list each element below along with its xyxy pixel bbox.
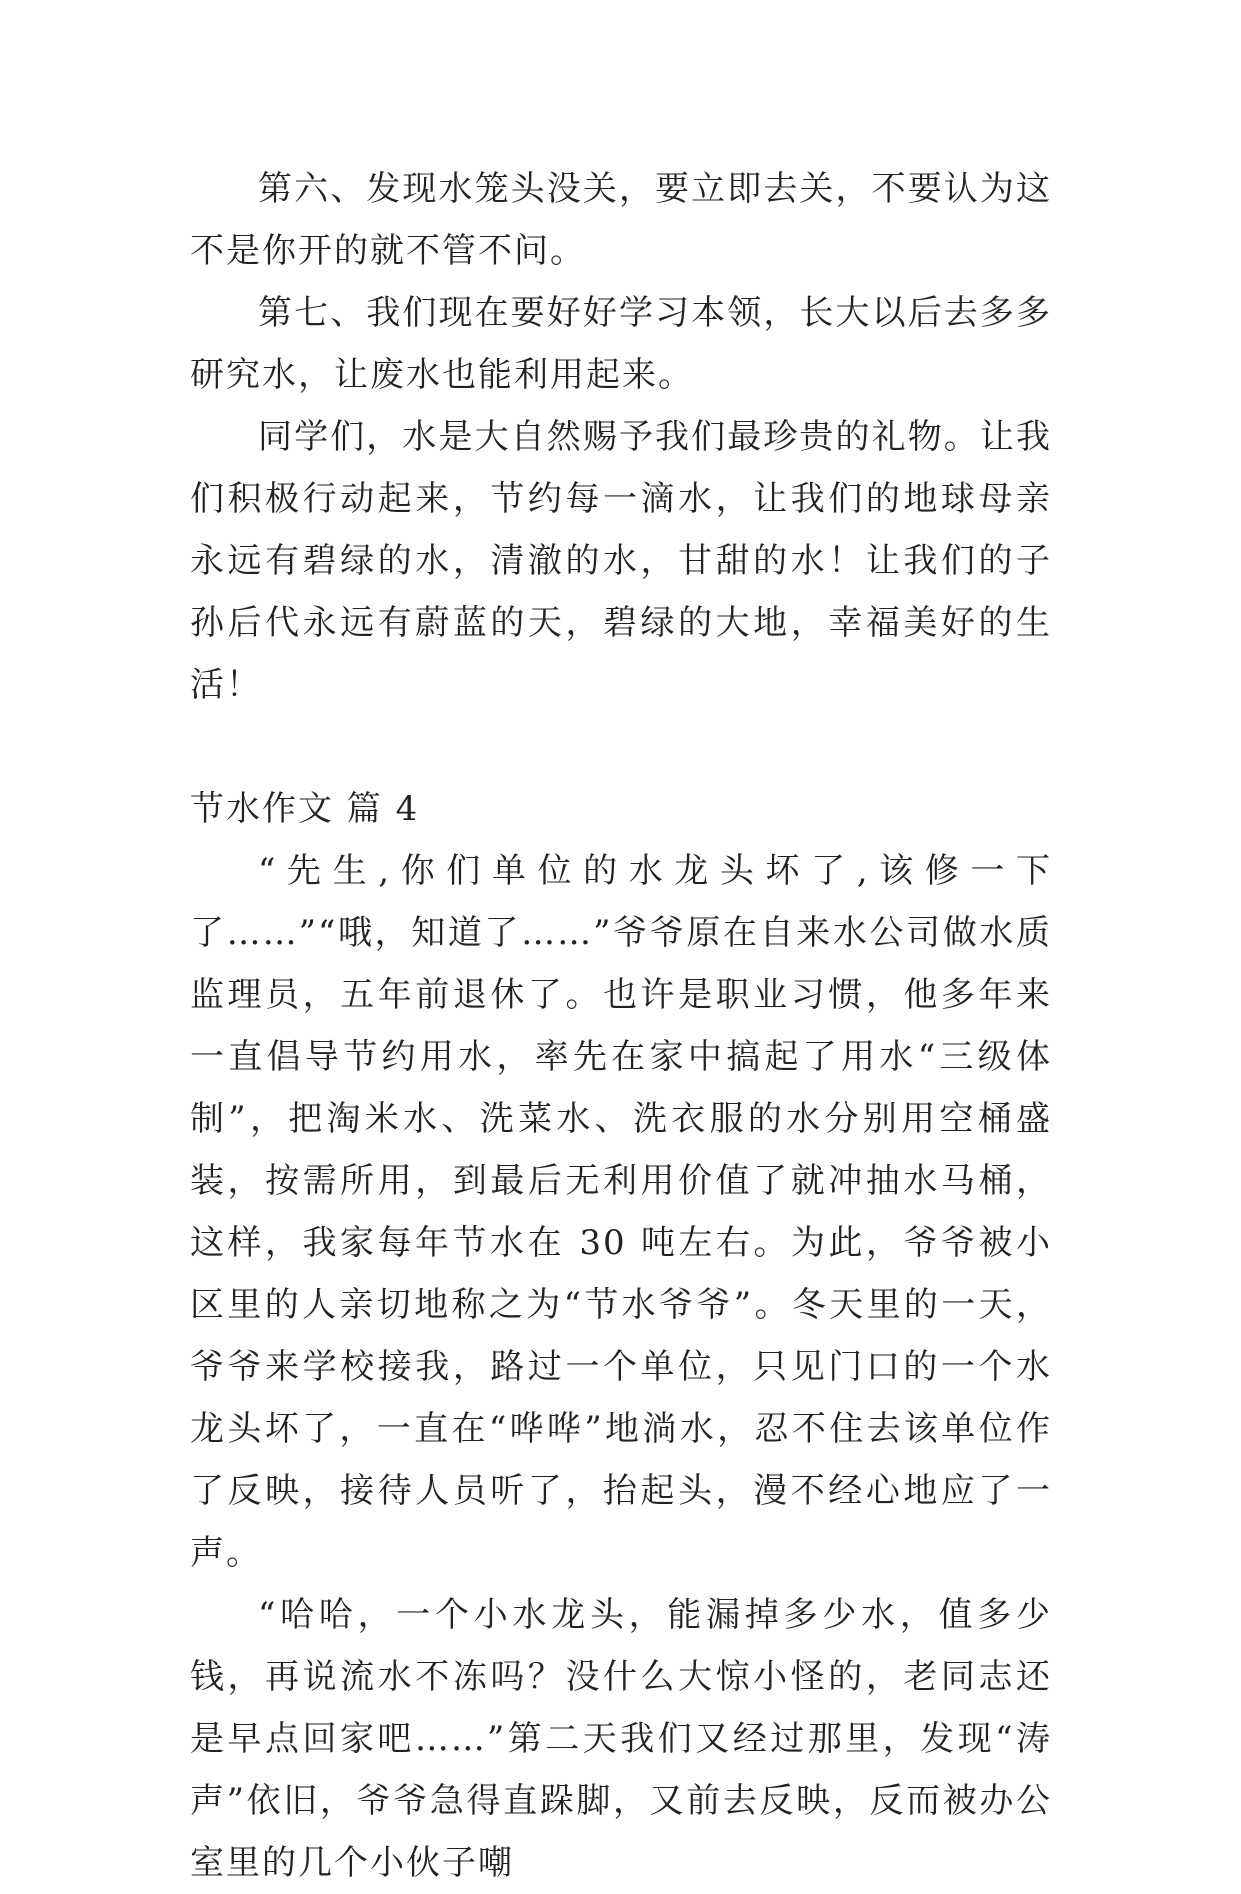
paragraph-item-6: 第六、发现水笼头没关，要立即去关，不要认为这不是你开的就不管不问。	[190, 169, 1052, 271]
paragraph-story-1: “先生,你们单位的水龙头坏了,该修一下了……”“哦，知道了……”爷爷原在自来水公司做水质监理员，五年前退休了。也许是职业习惯，他多年来一直倡导节约用水，率先在家中搞起了用水“三级体制”，把淘米水、洗菜水、洗衣服的水分别用空桶盛装，按需所用，到最后无利用价值了就冲抽水马桶，这样，我家每年节水在 30 吨左右。为此，爷爷被小区里的人亲切地称之为“节水爷爷”。冬天里的一天，爷爷来学校接我，路过一个单位，只见门口的一个水龙头坏了，一直在“哗哗”地淌水，忍不住去该单位作了反映，接待人员听了，抬起头，漫不经心地应了一声。	[190, 851, 1052, 1573]
paragraph-closing: 同学们，水是大自然赐予我们最珍贵的礼物。让我们积极行动起来，节约每一滴水，让我们的地球母亲永远有碧绿的水，清澈的水，甘甜的水！让我们的子孙后代永远有蔚蓝的天，碧绿的大地，幸福美好的生活！	[190, 417, 1052, 705]
paragraph-item-7: 第七、我们现在要好好学习本领，长大以后去多多研究水，让废水也能利用起来。	[190, 293, 1052, 395]
document-body	[190, 158, 1052, 1894]
paragraph-story-2: “哈哈，一个小水龙头，能漏掉多少水，值多少钱，再说流水不冻吗？没什么大惊小怪的，老同志还是早点回家吧……”第二天我们又经过那里，发现“涛声”依旧，爷爷急得直跺脚，又前去反映，反而被办公室里的几个小伙子嘲	[190, 1595, 1052, 1883]
section-heading: 节水作文 篇 4	[190, 789, 420, 829]
